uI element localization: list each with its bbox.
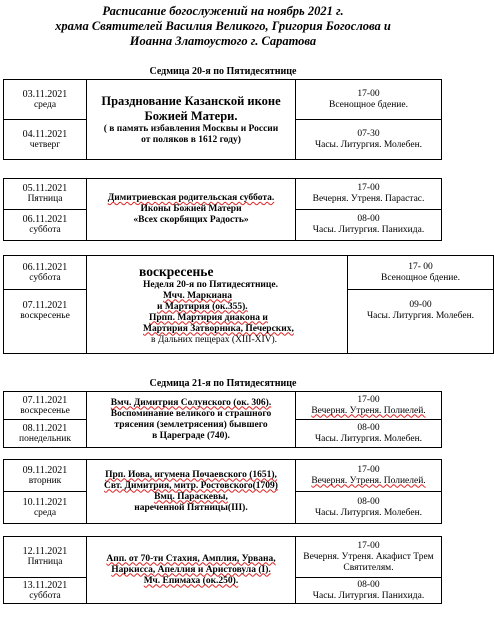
service-time: 08-00 [357, 214, 380, 224]
feast-line: трясения (землетрясения) бывшего [114, 419, 268, 430]
date: 13.11.2021 [22, 579, 68, 591]
schedule-title-line1: Расписание богослужений на ноябрь 2021 г. [102, 4, 344, 18]
date-cell [4, 578, 87, 604]
feast-cell [87, 537, 296, 604]
weekday: четверг [29, 139, 61, 150]
table-row [4, 80, 442, 120]
service-cell [296, 392, 442, 420]
schedule-block [3, 536, 442, 604]
weekday: понедельник [19, 433, 71, 444]
feast-line: от поляков в 1612 году) [141, 134, 241, 145]
schedule-block [3, 391, 442, 448]
service-text: Часы. Литургия. Молебен. [314, 433, 423, 444]
service-text: Часы. Литургия. Молебен. [314, 507, 423, 518]
feast-line: «Всех скорбящих Радость» [133, 215, 249, 225]
date: 05.11.2021 [22, 183, 68, 194]
service-time: 17-00 [357, 394, 380, 405]
service-text: Вечерня. Утреня. Полиелей. [311, 475, 426, 486]
week-heading-20: Седмица 20-я по Пятидесятнице [149, 66, 297, 77]
feast-cell [87, 179, 296, 241]
table-row [4, 256, 494, 290]
date-cell [4, 210, 87, 241]
date-cell [4, 256, 87, 290]
service-cell [296, 492, 442, 524]
date: 06.11.2021 [22, 261, 68, 273]
weekday: Пятница [27, 557, 63, 567]
service-text: Вечерня. Утреня. Акафист Трем Святителям. [303, 551, 434, 573]
feast-line: Наркисса, Апеллия и Аристовула (I). [111, 564, 271, 575]
date-cell [4, 460, 87, 492]
service-cell [296, 537, 442, 578]
feast-cell [87, 460, 296, 524]
service-cell [348, 256, 494, 290]
table-row [4, 460, 442, 492]
service-text: Вечерня. Утреня. Парастас. [312, 194, 425, 204]
date: 12.11.2021 [22, 546, 68, 557]
service-time: 17-00 [357, 464, 380, 475]
schedule-block [3, 255, 494, 354]
feast-line: Мартирия Затворника, Печерских, [143, 323, 294, 334]
table-row [4, 392, 442, 420]
service-cell [296, 460, 442, 492]
feast-line: Мч. Епимаха (ок.250). [143, 575, 239, 586]
service-time: 07-30 [357, 128, 380, 139]
service-time: 17- 00 [408, 261, 433, 272]
date: 07.11.2021 [22, 394, 68, 406]
feast-line: ( в память избавления Москвы и России [103, 123, 279, 134]
service-text: Часы. Литургия. Панихида. [312, 590, 425, 601]
feast-line: Апп. от 70-ти Стахия, Амплия, Урвана, [106, 553, 276, 564]
service-time: 09-00 [409, 300, 432, 310]
service-cell [296, 210, 442, 241]
date-cell [4, 537, 87, 578]
date: 09.11.2021 [22, 464, 68, 476]
weekday: воскресенье [20, 405, 70, 416]
feast-line: Димитриевская родительская суббота. [107, 193, 275, 203]
service-time: 08-00 [357, 496, 380, 507]
feast-line: нареченной Пятницы(III). [134, 502, 248, 513]
schedule-block [3, 79, 442, 160]
date-cell [4, 392, 87, 420]
feast-line: Мчч. Маркиана [163, 290, 232, 301]
service-text: Часы. Литургия. Молебен. [314, 139, 423, 150]
feast-line: Празднование Казанской иконе [101, 93, 281, 108]
schedule-block [3, 178, 442, 241]
weekday: среда [33, 507, 57, 518]
date: 07.11.2021 [22, 300, 68, 311]
date-cell [4, 420, 87, 448]
table-row [4, 537, 442, 578]
schedule-title-line3: Иоанна Златоустого г. Саратова [129, 34, 317, 48]
feast-cell [87, 392, 296, 448]
service-cell [296, 120, 442, 160]
feast-line: Прп. Иова, игумена Почаевского (1651), [105, 469, 277, 480]
service-text: Всенощное бдение. [381, 272, 460, 283]
date: 10.11.2021 [22, 496, 68, 508]
service-cell [348, 290, 494, 354]
feast-line: в Цареграде (740). [152, 430, 230, 441]
service-time: 08-00 [357, 579, 380, 590]
feast-line: и Мартирия (ок.355). [157, 301, 248, 312]
date-cell [4, 120, 87, 160]
service-time: 08-00 [357, 422, 380, 433]
service-cell [296, 179, 442, 210]
weekday: суббота [29, 272, 61, 283]
schedule-block [3, 459, 442, 524]
weekday: воскресенье [20, 311, 70, 321]
weekday: суббота [29, 225, 61, 235]
service-cell [296, 420, 442, 448]
feast-line: Вмц. Параскевы, [154, 491, 228, 502]
feast-cell [87, 80, 296, 160]
table-row [4, 179, 442, 210]
feast-line: Божией Матери. [144, 108, 238, 123]
feast-line: Воспоминание великого и страшного [110, 408, 272, 419]
weekday: среда [33, 99, 57, 110]
schedule-title-line2: храма Святителей Василия Великого, Григория Богослова и [55, 19, 391, 33]
feast-cell [87, 256, 348, 354]
date-cell [4, 179, 87, 210]
feast-line: Иконы Божией Матери [140, 204, 242, 214]
service-cell [296, 80, 442, 120]
feast-line: воскресенье [139, 263, 214, 279]
week-heading-21: Седмица 21-я по Пятидесятнице [149, 378, 297, 389]
weekday: вторник [28, 475, 62, 486]
weekday: суббота [29, 590, 61, 601]
service-time: 17-00 [357, 88, 380, 99]
date: 08.11.2021 [22, 422, 68, 434]
date-cell [4, 492, 87, 524]
feast-line: в Дальних пещерах (XIII-XIV). [151, 334, 278, 345]
date-cell [4, 290, 87, 354]
date: 06.11.2021 [22, 214, 68, 225]
service-text: Часы. Литургия. Панихида. [312, 225, 425, 235]
weekday: Пятница [27, 194, 63, 204]
service-time: 17-00 [357, 540, 380, 551]
service-cell [296, 578, 442, 604]
feast-line: Свт. Димитрия, митр. Ростовского(1709) [104, 480, 278, 491]
feast-line: Прпп. Мартирия диакона и [149, 312, 268, 323]
feast-line: Вмч. Димитрия Солунского (ок. 306). [110, 397, 272, 408]
service-text: Вечерня. Утреня. Полиелей. [311, 405, 426, 416]
service-time: 17-00 [357, 183, 380, 193]
date: 03.11.2021 [22, 88, 68, 100]
service-text: Часы. Литургия. Молебен. [366, 311, 475, 321]
service-text: Всенощное бдение. [329, 99, 408, 110]
date-cell [4, 80, 87, 120]
date: 04.11.2021 [22, 128, 68, 140]
feast-line: Неделя 20-я по Пятидесятнице. [143, 279, 278, 290]
